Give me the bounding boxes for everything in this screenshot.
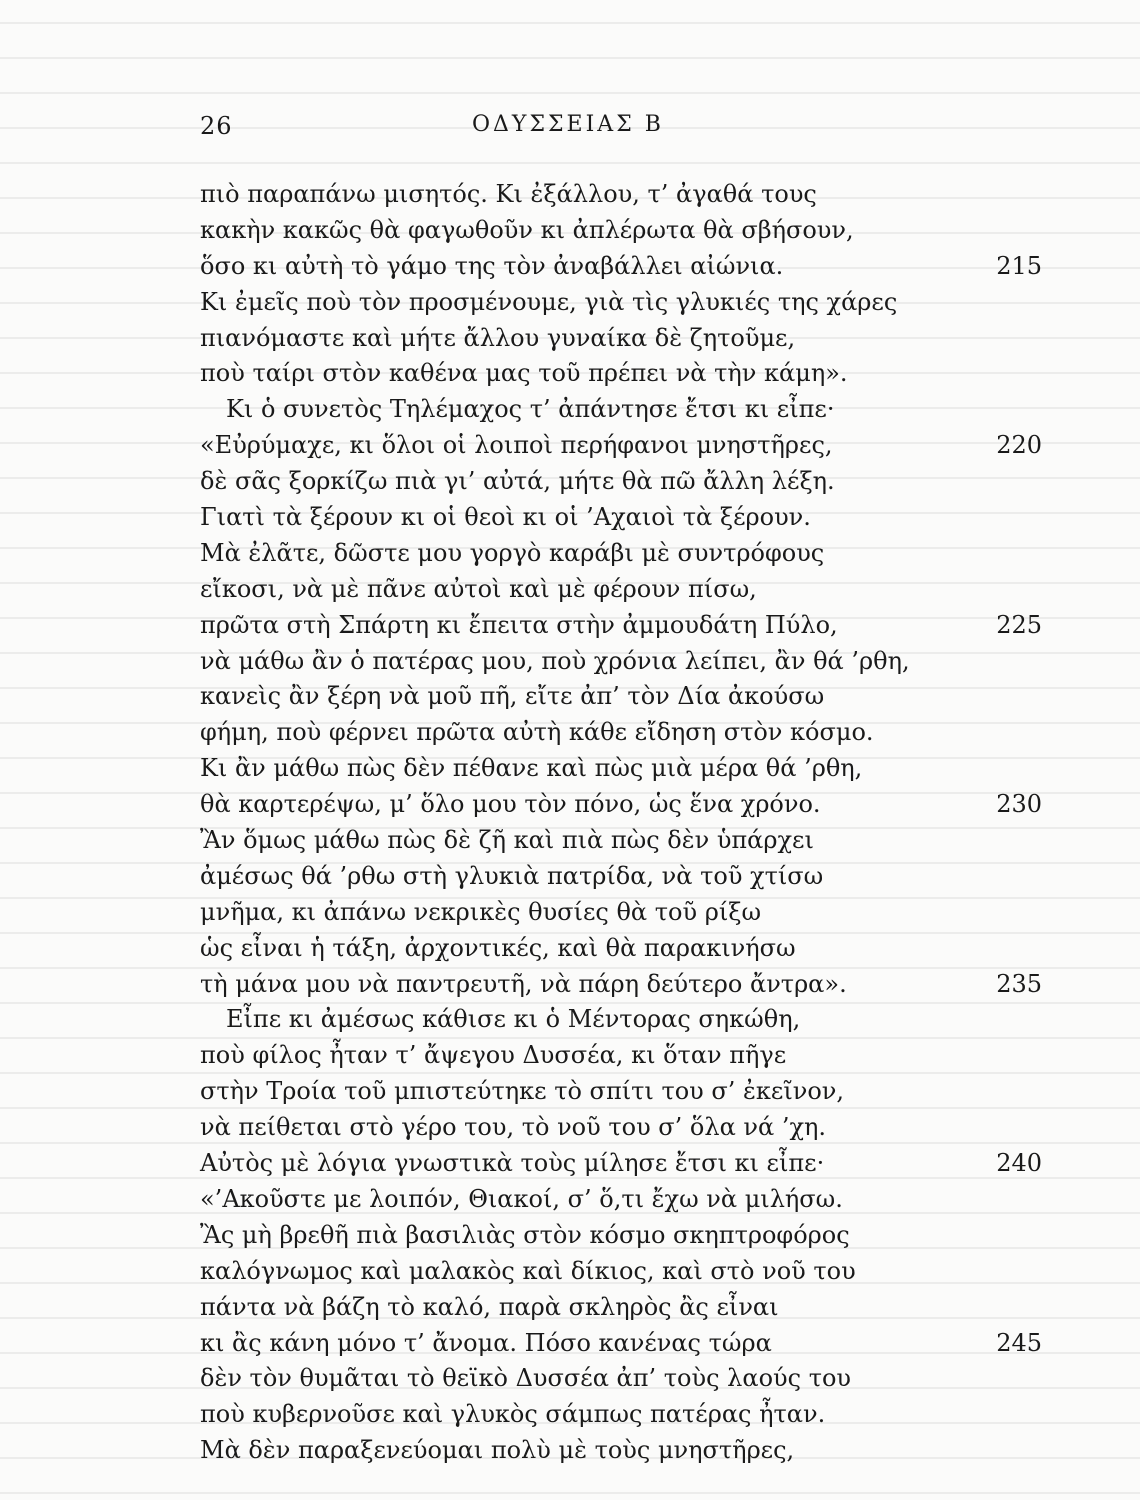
line-number: 240 <box>996 1149 1042 1178</box>
verse-line <box>200 608 1060 644</box>
verse-text: πιανόμαστε καὶ μήτε ἄλλου γυναίκα δὲ ζητοῦμε, <box>200 323 796 352</box>
verse-text: πρῶτα στὴ Σπάρτη κι ἔπειτα στὴν ἀμμουδάτη Πύλο, <box>200 610 838 639</box>
verse-line <box>200 823 1060 859</box>
line-number: 230 <box>996 790 1042 819</box>
verse-text: ποὺ κυβερνοῦσε καὶ γλυκὸς σάμπως πατέρας ἦταν. <box>200 1400 826 1429</box>
verse-text: κανεὶς ἂν ξέρη νὰ μοῦ πῆ, εἴτε ἀπ’ τὸν Δία ἀκούσω <box>200 682 825 711</box>
verse-line <box>200 1110 1060 1146</box>
verse-text: πάντα νὰ βάζη τὸ καλό, παρὰ σκληρὸς ἂς εἶναι <box>200 1292 779 1321</box>
verse-line <box>200 1326 1060 1362</box>
verse-line <box>200 249 1060 285</box>
verse-line <box>200 1254 1060 1290</box>
verse-line <box>200 967 1060 1003</box>
verse-line <box>200 1146 1060 1182</box>
verse-text: ὅσο κι αὐτὴ τὸ γάμο της τὸν ἀναβάλλει αἰώνια. <box>200 251 784 280</box>
verse-line <box>200 500 1060 536</box>
verse-text: ποὺ ταίρι στὸν καθένα μας τοῦ πρέπει νὰ τὴν κάμη». <box>200 359 848 388</box>
verse-line <box>200 428 1060 464</box>
verse-text: Μὰ ἐλᾶτε, δῶστε μου γοργὸ καράβι μὲ συντρόφους <box>200 538 825 567</box>
verse-text: στὴν Τροία τοῦ μπιστεύτηκε τὸ σπίτι του σ’ ἐκεῖνον, <box>200 1077 845 1106</box>
verse-text: πιὸ παραπάνω μισητός. Κι ἐξάλλου, τ’ ἀγαθά τους <box>200 180 817 208</box>
verse-text: φήμη, ποὺ φέρνει πρῶτα αὐτὴ κάθε εἴδηση στὸν κόσμο. <box>200 718 874 747</box>
verse-text: μνῆμα, κι ἀπάνω νεκρικὲς θυσίες θὰ τοῦ ρίξω <box>200 897 762 926</box>
verse-text: ποὺ φίλος ἦταν τ’ ἄψεγου Δυσσέα, κι ὅταν πῆγε <box>200 1041 787 1070</box>
verse-line <box>200 931 1060 967</box>
page-header <box>0 112 1140 142</box>
verse-text: Κι ἂν μάθω πὼς δὲν πέθανε καὶ πὼς μιὰ μέρα θά ’ρθη, <box>200 754 863 783</box>
verse-text: Μὰ δὲν παραξενεύομαι πολὺ μὲ τοὺς μνηστῆρες, <box>200 1436 795 1465</box>
verse-text: ὡς εἶναι ἡ τάξη, ἀρχοντικές, καὶ θὰ παρακινήσω <box>200 933 796 962</box>
verse-line <box>200 1397 1060 1433</box>
verse-line <box>200 751 1060 787</box>
verse-line <box>200 644 1060 680</box>
verse-text: Αὐτὸς μὲ λόγια γνωστικὰ τοὺς μίλησε ἔτσι κι εἶπε· <box>200 1149 825 1178</box>
verse-text: Εἶπε κι ἀμέσως κάθισε κι ὁ Μέντορας σηκώθη, <box>226 1005 801 1034</box>
verse-text: τὴ μάνα μου νὰ παντρευτῆ, νὰ πάρη δεύτερο ἄντρα». <box>200 969 847 998</box>
verse-text: δὲν τὸν θυμᾶται τὸ θεϊκὸ Δυσσέα ἀπ’ τοὺς λαούς του <box>200 1364 852 1393</box>
verse-line <box>200 392 1060 428</box>
verse-line <box>200 679 1060 715</box>
verse-text: νὰ μάθω ἂν ὁ πατέρας μου, ποὺ χρόνια λείπει, ἂν θά ’ρθη, <box>200 646 910 675</box>
verse-text: κι ἂς κάνη μόνο τ’ ἄνομα. Πόσο κανένας τώρα <box>200 1328 772 1357</box>
verse-text: δὲ σᾶς ξορκίζω πιὰ γι’ αὐτά, μήτε θὰ πῶ ἄλλη λέξη. <box>200 467 835 496</box>
verse-line <box>200 213 1060 249</box>
line-number: 245 <box>996 1328 1042 1357</box>
verse-text: θὰ καρτερέψω, μ’ ὅλο μου τὸν πόνο, ὡς ἕνα χρόνο. <box>200 790 821 819</box>
line-number: 235 <box>996 969 1042 998</box>
verse-text: Ἂς μὴ βρεθῆ πιὰ βασιλιὰς στὸν κόσμο σκηπτροφόρος <box>200 1220 850 1249</box>
verse-line <box>200 1074 1060 1110</box>
verse-line <box>200 787 1060 823</box>
verse-text: ἀμέσως θά ’ρθω στὴ γλυκιὰ πατρίδα, νὰ τοῦ χτίσω <box>200 861 824 890</box>
verse-text: Κι ἐμεῖς ποὺ τὸν προσμένουμε, γιὰ τὶς γλυκιές της χάρες <box>200 287 898 316</box>
verse-line <box>200 177 1060 213</box>
verse-text: καλόγνωμος καὶ μαλακὸς καὶ δίκιος, καὶ στὸ νοῦ του <box>200 1256 856 1285</box>
verse-text: «’Ακοῦστε με λοιπόν, Θιακοί, σ’ ὅ,τι ἔχω νὰ μιλήσω. <box>200 1184 843 1213</box>
verse-line <box>200 321 1060 357</box>
verse-line <box>200 1433 1060 1469</box>
verse-line <box>200 464 1060 500</box>
verse-text: Γιατὶ τὰ ξέρουν κι οἱ θεοὶ κι οἱ ’Αχαιοὶ τὰ ξέρουν. <box>200 503 811 532</box>
verse-line <box>200 536 1060 572</box>
verse-line <box>200 715 1060 751</box>
line-number: 225 <box>996 610 1042 639</box>
line-number: 215 <box>996 251 1042 280</box>
page-number: 26 <box>200 112 233 140</box>
verse-line <box>200 356 1060 392</box>
verse-text: Κι ὁ συνετὸς Τηλέμαχος τ’ ἀπάντησε ἔτσι κι εἶπε· <box>226 395 835 424</box>
verse-text: κακὴν κακῶς θὰ φαγωθοῦν κι ἀπλέρωτα θὰ σβήσουν, <box>200 215 854 244</box>
verse-line <box>200 859 1060 895</box>
verse-line <box>200 1361 1060 1397</box>
verse-line <box>200 1038 1060 1074</box>
verse-line <box>200 1182 1060 1218</box>
verse-line <box>200 1290 1060 1326</box>
verse-text: Ἂν ὅμως μάθω πὼς δὲ ζῆ καὶ πιὰ πὼς δὲν ὑπάρχει <box>200 826 814 855</box>
verse-line <box>200 1218 1060 1254</box>
running-head: ΟΔΥΣΣΕΙΑΣ Β <box>472 112 664 137</box>
verse-line <box>200 895 1060 931</box>
line-number: 220 <box>996 431 1042 460</box>
poem-text <box>200 177 1060 1469</box>
verse-text: εἴκοσι, νὰ μὲ πᾶνε αὐτοὶ καὶ μὲ φέρουν πίσω, <box>200 574 757 603</box>
verse-line <box>200 285 1060 321</box>
verse-text: νὰ πείθεται στὸ γέρο του, τὸ νοῦ του σ’ ὅλα νά ’χη. <box>200 1113 827 1142</box>
verse-line <box>200 1002 1060 1038</box>
verse-text: «Εὐρύμαχε, κι ὅλοι οἱ λοιποὶ περήφανοι μνηστῆρες, <box>200 431 833 460</box>
verse-line <box>200 572 1060 608</box>
